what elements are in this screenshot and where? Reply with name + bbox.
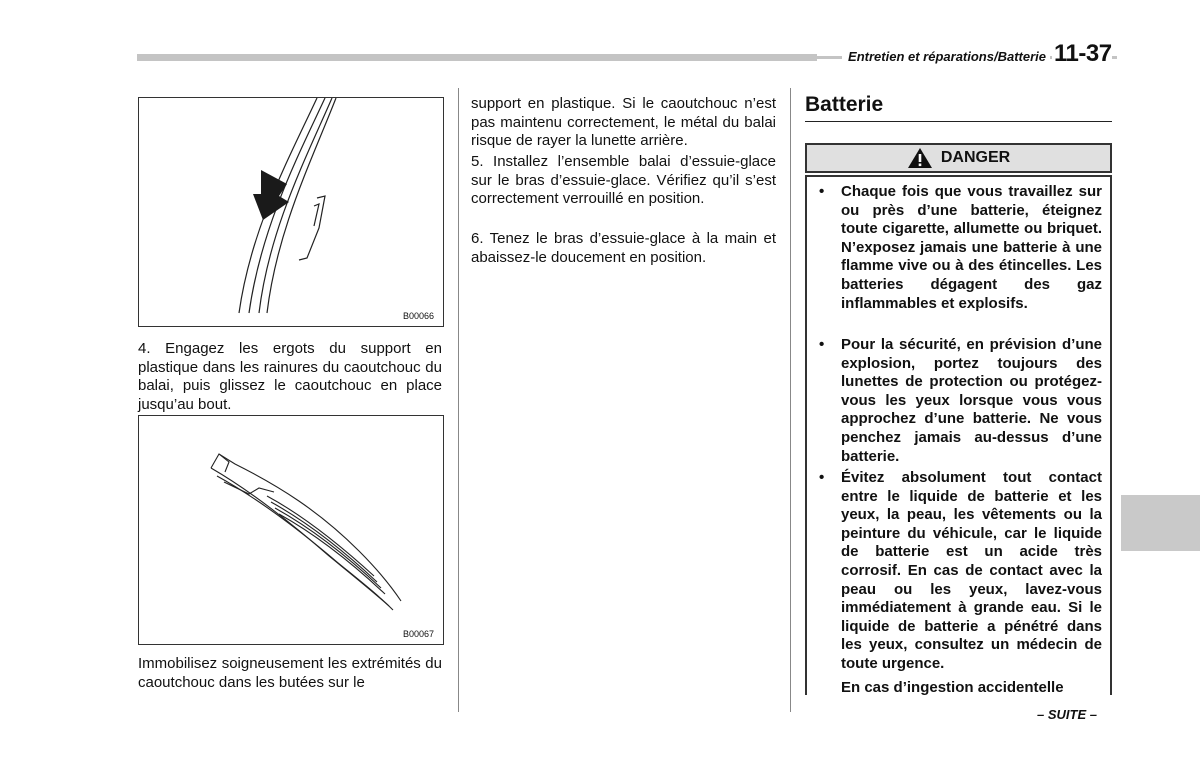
header-rule (137, 54, 817, 61)
danger-bullet (819, 336, 1102, 466)
step-4-text: 4. Engagez les ergots du support en plastique dans les rainures du caoutchouc du balai, puis glissez le caoutchouc en place jusqu’au bout. (138, 340, 442, 413)
step-5-text: 5. Installez l’ensemble balai d’essuie-glace sur le bras d’essuie-glace. Vérifiez qu’il s’est correctement verrouillé en position. (471, 153, 776, 207)
step-6-text: 6. Tenez le bras d’essuie-glace à la main et abaissez-le doucement en position. (471, 230, 776, 266)
section-title-rule (805, 121, 1112, 122)
figure-wiper-rubber (138, 415, 444, 645)
bullet-dot-icon: • (819, 183, 825, 200)
header-section-title: Entretien et réparations/Batterie (842, 49, 1050, 64)
suite-indicator: – SUITE – (1037, 707, 1097, 722)
figure-code: B00066 (402, 311, 434, 321)
danger-bullet (819, 469, 1102, 674)
bullet-dot-icon: • (819, 469, 825, 486)
column-divider-right (790, 88, 791, 712)
danger-box (805, 175, 1112, 695)
column-divider-left (458, 88, 459, 712)
bullet-dot-icon: • (819, 336, 825, 353)
figure-wiper-blade-arrow (138, 97, 444, 327)
section-title: Batterie (805, 93, 884, 116)
danger-label: DANGER (940, 149, 1011, 166)
wiper-blade-drawing (139, 98, 443, 326)
wiper-rubber-drawing (139, 416, 443, 644)
bullet-text: Pour la sécurité, en prévision d’une explosion, portez toujours des lunettes de protection ou protégez-vous les yeux lorsque vous vous approchez d’une batterie. Ne vous penchez jamais au-dessus d’une batterie. (841, 336, 1102, 465)
note-text: Immobilisez soigneusement les extrémités du caoutchouc dans les butées sur le (138, 655, 442, 691)
page-number: 11-37 (1054, 40, 1112, 67)
bullet-text: Chaque fois que vous travaillez sur ou près d’une batterie, éteignez toute cigarette, allumette ou briquet. N’exposez jamais une batterie à une flamme vive ou à des étincelles. Les batteries dégagent des gaz inflammables et explosifs. (841, 183, 1102, 312)
warning-triangle-icon (907, 147, 933, 169)
continuation-text: support en plastique. Si le caoutchouc n’est pas maintenu correctement, le métal du balai risque de rayer la lunette arrière. (471, 95, 776, 149)
bullet-text: Évitez absolument tout contact entre le liquide de batterie et les yeux, la peau, les vêtements ou la peinture du véhicule, car le liquide de batterie est un acide très corrosif. En cas de contact avec la peau ou les yeux, lavez-vous immédiatement à grande eau. Si le liquide de batterie a pénétré dans les yeux, consultez un médecin de toute urgence. (841, 469, 1102, 672)
danger-header (805, 143, 1112, 173)
figure-code: B00067 (402, 629, 434, 639)
danger-bullet (819, 183, 1102, 313)
danger-continuation: En cas d’ingestion accidentelle (841, 679, 1064, 696)
chapter-tab (1121, 495, 1200, 551)
